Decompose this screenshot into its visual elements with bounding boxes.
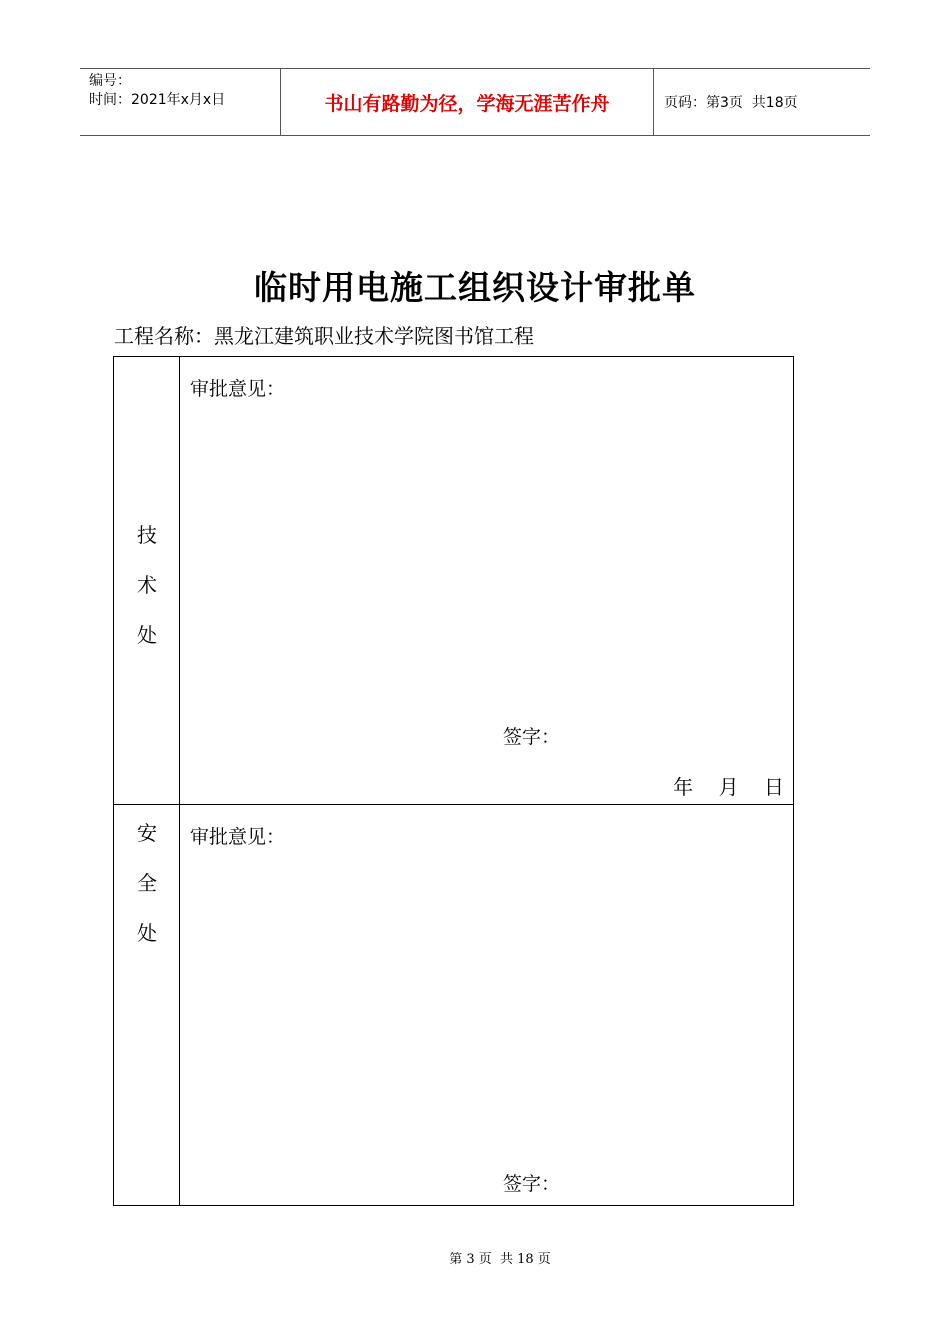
date-line: 年 月 日: [673, 775, 784, 799]
header-page-info: 页码：第3页 共18页: [664, 95, 798, 111]
approval-row-safety-dept: [114, 805, 793, 1205]
serial-number-label: 编号：: [89, 73, 131, 89]
department-cell: [114, 357, 180, 804]
department-char: 术: [137, 573, 157, 597]
opinion-area[interactable]: [180, 805, 793, 1205]
page-footer: 第 3 页 共 18 页: [449, 1252, 551, 1267]
header-meta-cell: [80, 69, 281, 135]
signature-label: 签字：: [503, 726, 561, 748]
header-motto: 书山有路勤为径，学海无涯苦作舟: [281, 69, 654, 135]
department-char: 全: [137, 871, 157, 895]
department-char: 安: [137, 821, 157, 845]
opinion-label: 审批意见：: [190, 826, 286, 848]
signature-label: 签字：: [503, 1173, 561, 1195]
project-name: 工程名称：黑龙江建筑职业技术学院图书馆工程: [114, 324, 534, 348]
department-char: 处: [137, 921, 157, 945]
department-char: 处: [137, 623, 157, 647]
approval-row-technical-dept: [114, 357, 793, 805]
approval-table: [113, 356, 794, 1206]
department-char: 技: [137, 523, 157, 547]
page-header: [80, 68, 870, 136]
department-label: [114, 808, 180, 958]
time-label: 时间：2021年x月x日: [89, 92, 226, 108]
department-cell: [114, 805, 180, 1205]
opinion-area[interactable]: [180, 357, 793, 804]
document-title: 临时用电施工组织设计审批单: [254, 268, 696, 307]
opinion-label: 审批意见：: [190, 378, 286, 400]
department-label: [114, 510, 180, 660]
